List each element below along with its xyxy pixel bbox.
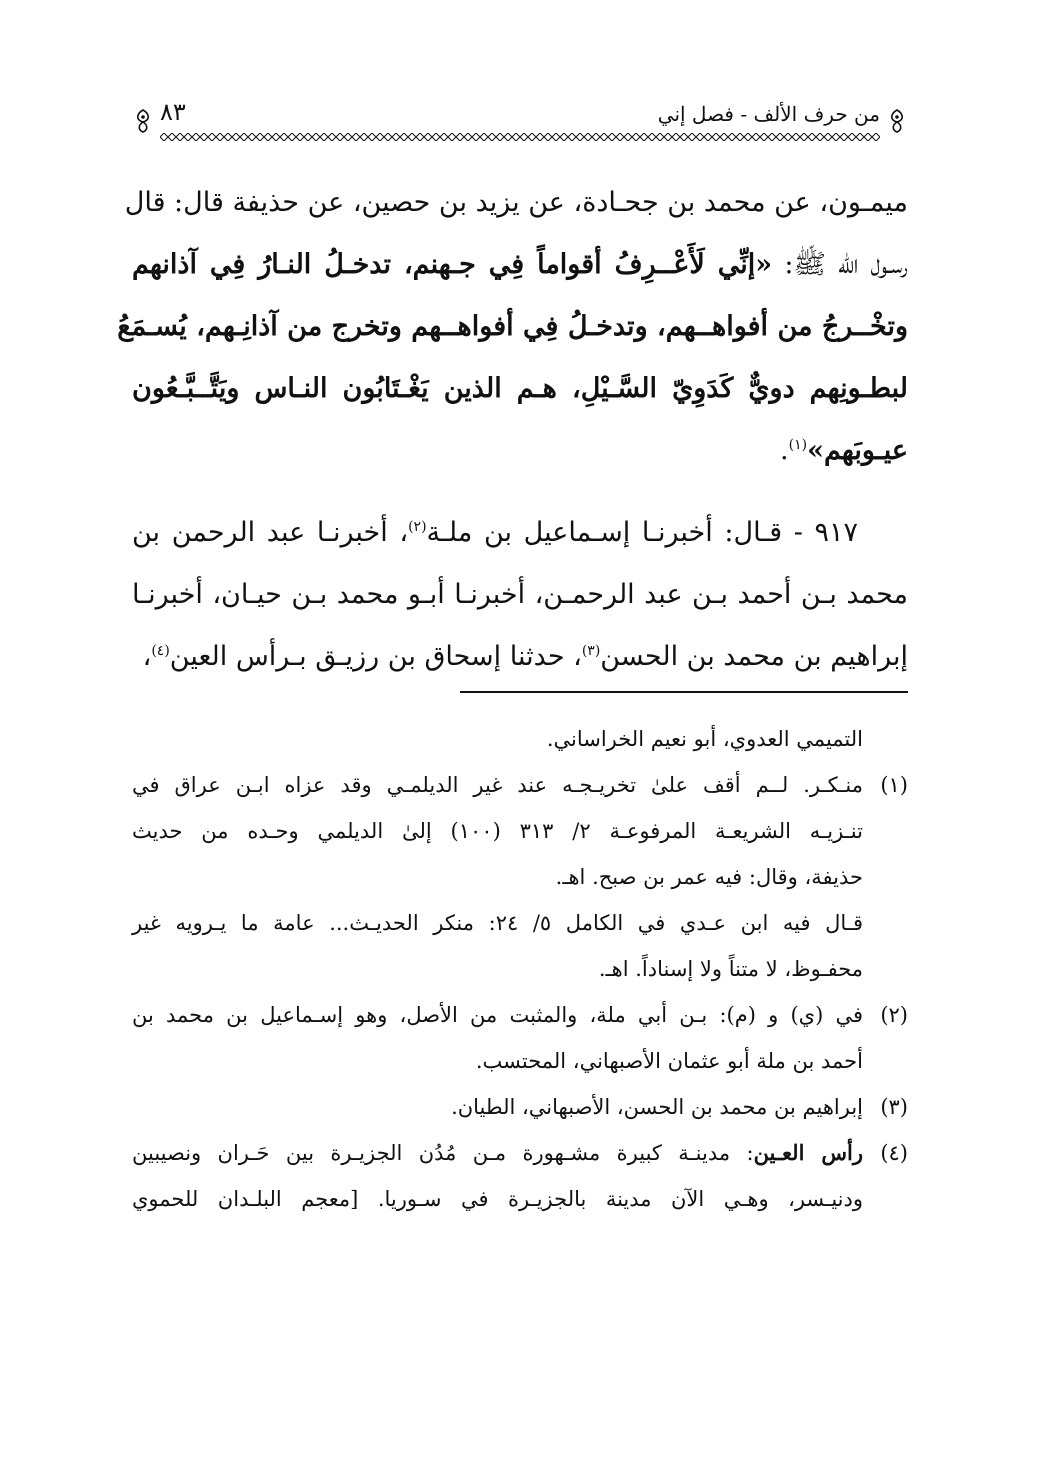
ornament-right-icon bbox=[886, 108, 908, 134]
hadith-line: لبطـونِهم دويٌّ كَدَوِيّ السَّـيْلِ، هـم الذين يَغْـتَابُون النـاس ويَتَّــبَّـعُون bbox=[132, 373, 908, 404]
footnote-number: (١) bbox=[880, 773, 908, 797]
footnote-term: رأس العـين bbox=[753, 1140, 863, 1165]
text-line bbox=[132, 626, 908, 688]
header-decorative-rule bbox=[160, 133, 880, 141]
footnote-2 bbox=[132, 992, 908, 1084]
footnote-line: في (ي) و (م): بـن أبي ملة، والمثبت من الأصل، وهو إسـماعيل بن محمد بن bbox=[132, 1003, 863, 1027]
header-title: من حرف الألف - فصل إني bbox=[657, 102, 880, 126]
page-number: ٨٣ bbox=[160, 98, 186, 126]
main-text bbox=[117, 172, 908, 688]
hadith-quote: «إنِّي لَأَعْــرِفُ أقواماً فِي جـهنم، تدخـلُ النـارُ فِي آذانهم bbox=[132, 249, 773, 280]
text-line: محمد بـن أحمد بـن عبد الرحمـن، أخبرنـا أبـو محمد بـن حيـان، أخبرنـا bbox=[132, 579, 908, 610]
footnote-ref-3: (٣) bbox=[581, 643, 601, 659]
footnote-line: منـكـر. لــم أقف علىٰ تخريـجـه عند غير الديلمـي وقد عزاه ابـن عراق في bbox=[132, 773, 863, 797]
footnote-carryover: التميمي العدوي، أبو نعيم الخراساني. bbox=[546, 727, 863, 751]
text-segment: ٩١٧ - قـال: أخبرنـا إسـماعيل بن ملـة bbox=[426, 517, 858, 548]
text-segment: . bbox=[780, 435, 789, 466]
hadith-line: وتخْــرجُ من أفواهــهم، وتدخـلُ فِي أفواهــهم وتخرج من آذانِـهم، يُسـمَعُ bbox=[117, 311, 908, 342]
footnote-line: ودنيـسر، وهـي الآن مدينة بالجزيـرة في سـوريا. [معجم البلـدان للحموي bbox=[132, 1187, 863, 1211]
footnote-4 bbox=[132, 1130, 908, 1222]
footnote-number: (٣) bbox=[880, 1095, 908, 1119]
footnote-number: (٢) bbox=[880, 1003, 908, 1027]
page-header bbox=[132, 100, 908, 148]
footnote-line: إبراهيم بن محمد بن الحسن، الأصبهاني، الطيان. bbox=[451, 1095, 863, 1119]
text-segment: : مدينـة كبيرة مشـهورة مـن مُدُن الجزيـرة بين حَـران ونصيبين bbox=[132, 1141, 754, 1165]
footnote-1 bbox=[132, 762, 908, 992]
text-line bbox=[132, 420, 908, 482]
footnote-ref-1: (١) bbox=[788, 437, 808, 453]
footnotes bbox=[132, 716, 908, 1222]
hadith-line: عيـوبَهم» bbox=[807, 435, 908, 466]
footnote-line: محفـوظ، لا متناً ولا إسناداً. اهـ. bbox=[598, 957, 863, 981]
footnote-line: قـال فيه ابن عـدي في الكامل ٥/ ٢٤: منكر الحديـث... عامة ما يـرويه غير bbox=[132, 911, 863, 935]
text-segment: ، أخبرنـا عبد الرحمن بن bbox=[132, 517, 409, 548]
footnote-3 bbox=[132, 1084, 908, 1130]
text-line: ميمـون، عن محمد بن جحـادة، عن يزيد بن حصين، عن حذيفة قال: قال bbox=[124, 187, 908, 218]
text-segment: رسـول الله ﷺ: bbox=[772, 249, 908, 280]
footnote-line: حذيفة، وقال: فيه عمر بن صبح. اهـ. bbox=[555, 865, 863, 889]
footnote-line: تنـزيـه الشريعـة المرفوعـة ٢/ ٣١٣ (١٠٠) إلىٰ الديلمي وحـده من حديث bbox=[132, 819, 863, 843]
footnote-ref-4: (٤) bbox=[151, 643, 170, 659]
ornament-left-icon bbox=[132, 108, 154, 134]
text-segment: ، حدثنا إسحاق بن رزيـق بـرأس العين bbox=[169, 641, 582, 672]
footnote-number: (٤) bbox=[880, 1141, 908, 1165]
text-line bbox=[132, 234, 908, 296]
text-segment: إبراهيم بن محمد بن الحسن bbox=[600, 641, 908, 672]
footnote-line: أحمد بن ملة أبو عثمان الأصبهاني، المحتسب. bbox=[475, 1049, 863, 1073]
footnote-line bbox=[132, 1130, 863, 1176]
text-segment: ، bbox=[142, 641, 152, 672]
footnote-ref-2: (٢) bbox=[408, 519, 427, 535]
text-line bbox=[132, 502, 908, 564]
footnote-divider bbox=[460, 691, 908, 693]
